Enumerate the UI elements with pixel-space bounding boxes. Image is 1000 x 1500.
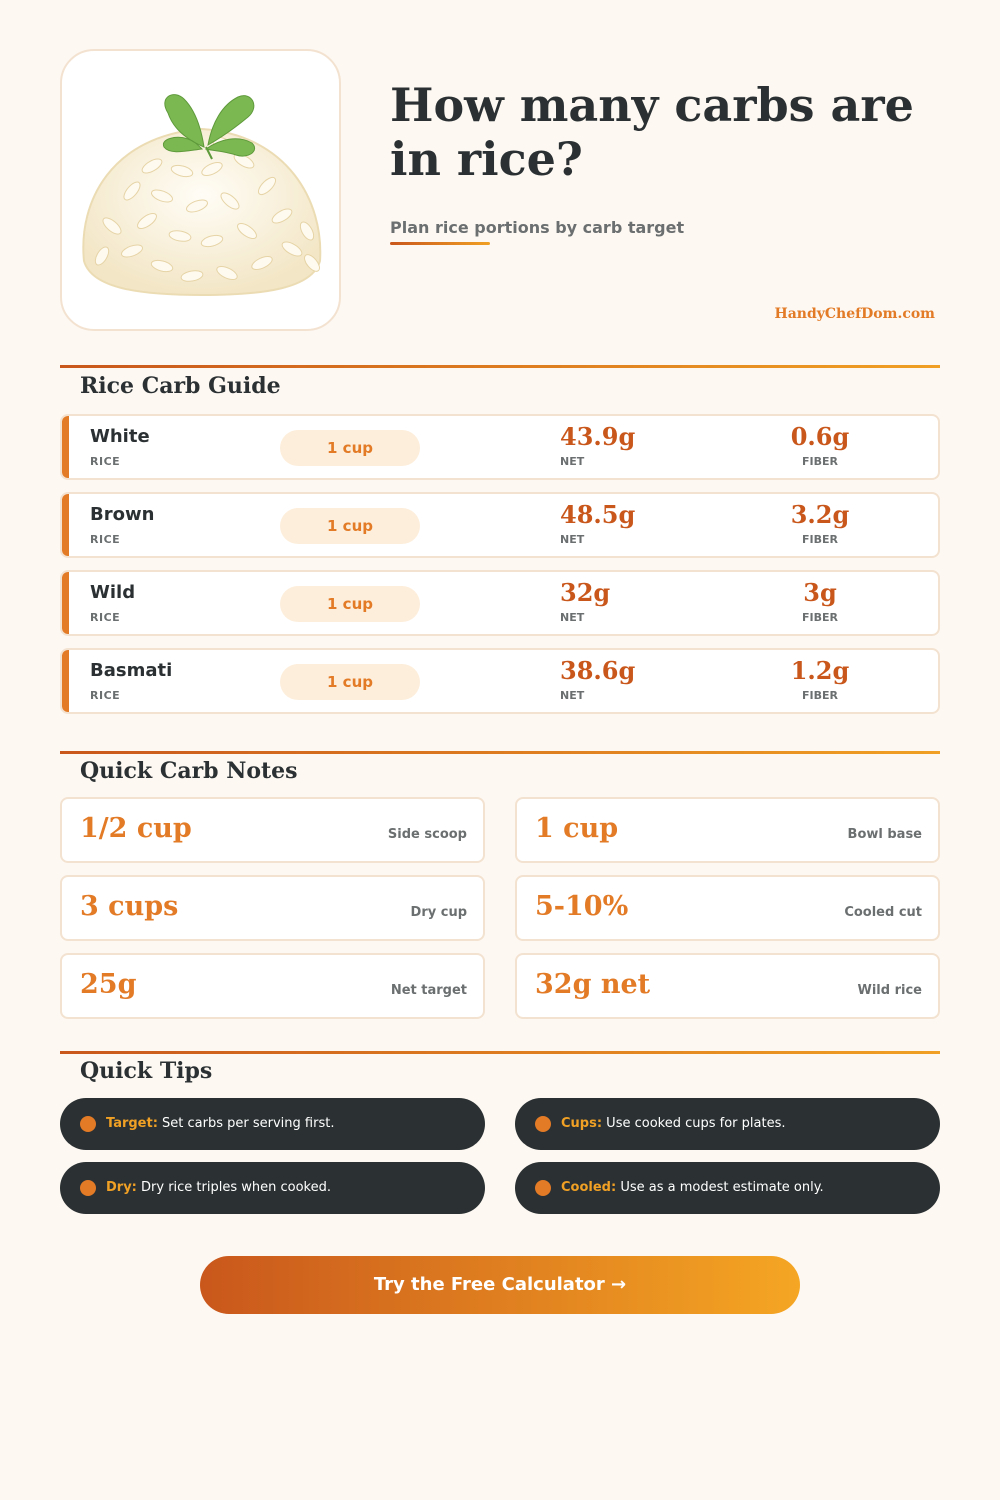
tip-pill bbox=[60, 1098, 485, 1150]
subtitle-underline bbox=[390, 242, 490, 245]
serving-badge: 1 cup bbox=[280, 430, 420, 466]
note-value: 25g bbox=[80, 969, 137, 1000]
tip-text bbox=[561, 1180, 824, 1196]
bullet-dot-icon bbox=[80, 1116, 96, 1132]
fiber-label: FIBER bbox=[802, 611, 838, 624]
tip-text bbox=[561, 1116, 785, 1132]
tip-key: Dry: bbox=[106, 1180, 137, 1195]
row-accent bbox=[62, 494, 69, 556]
rice-sub-label: RICE bbox=[90, 455, 121, 468]
net-label: NET bbox=[560, 455, 585, 468]
note-card bbox=[515, 953, 940, 1019]
section-heading-guide: Rice Carb Guide bbox=[80, 373, 281, 399]
note-card bbox=[60, 953, 485, 1019]
rice-sub-label: RICE bbox=[90, 611, 121, 624]
bullet-dot-icon bbox=[535, 1116, 551, 1132]
note-card bbox=[515, 797, 940, 863]
note-value: 32g net bbox=[535, 969, 651, 1000]
note-label: Side scoop bbox=[387, 827, 467, 842]
rice-name: Brown bbox=[90, 504, 155, 525]
section-divider bbox=[60, 1051, 940, 1054]
tip-text bbox=[106, 1180, 331, 1196]
rice-illustration bbox=[60, 49, 341, 331]
note-value: 5-10% bbox=[535, 891, 629, 922]
tip-body: Set carbs per serving first. bbox=[157, 1116, 335, 1131]
tip-key: Cooled: bbox=[561, 1180, 617, 1195]
net-carbs-value: 43.9g bbox=[560, 422, 636, 451]
bullet-dot-icon bbox=[80, 1180, 96, 1196]
rice-name: Basmati bbox=[90, 660, 173, 681]
fiber-value: 3.2g bbox=[790, 500, 850, 529]
rice-sub-label: RICE bbox=[90, 689, 121, 702]
note-card bbox=[515, 875, 940, 941]
section-heading-notes: Quick Carb Notes bbox=[80, 758, 298, 784]
tip-pill bbox=[515, 1162, 940, 1214]
rice-sub-label: RICE bbox=[90, 533, 121, 546]
tip-body: Use as a modest estimate only. bbox=[616, 1180, 824, 1195]
rice-name: White bbox=[90, 426, 150, 447]
fiber-label: FIBER bbox=[802, 533, 838, 546]
rice-row-white bbox=[60, 414, 940, 480]
note-label: Wild rice bbox=[857, 983, 922, 998]
net-label: NET bbox=[560, 689, 585, 702]
tip-text bbox=[106, 1116, 334, 1132]
brand-link[interactable]: HandyChefDom.com bbox=[774, 306, 935, 322]
section-heading-tips: Quick Tips bbox=[80, 1058, 213, 1084]
note-card bbox=[60, 797, 485, 863]
parsley-leaves bbox=[163, 95, 254, 159]
page-subtitle: Plan rice portions by carb target bbox=[390, 218, 685, 237]
fiber-value: 1.2g bbox=[790, 656, 850, 685]
fiber-value: 3g bbox=[803, 578, 837, 607]
note-value: 1/2 cup bbox=[80, 813, 192, 844]
tip-pill bbox=[515, 1098, 940, 1150]
section-divider bbox=[60, 365, 940, 368]
rice-row-brown bbox=[60, 492, 940, 558]
rice-row-basmati bbox=[60, 648, 940, 714]
serving-badge: 1 cup bbox=[280, 664, 420, 700]
rice-mound-with-parsley-icon bbox=[62, 51, 343, 333]
serving-badge: 1 cup bbox=[280, 508, 420, 544]
tip-key: Cups: bbox=[561, 1116, 603, 1131]
net-carbs-value: 38.6g bbox=[560, 656, 636, 685]
note-card bbox=[60, 875, 485, 941]
note-label: Bowl base bbox=[847, 827, 922, 842]
net-label: NET bbox=[560, 533, 585, 546]
serving-badge: 1 cup bbox=[280, 586, 420, 622]
bullet-dot-icon bbox=[535, 1180, 551, 1196]
note-value: 1 cup bbox=[535, 813, 619, 844]
net-carbs-value: 48.5g bbox=[560, 500, 636, 529]
rice-row-wild bbox=[60, 570, 940, 636]
tip-key: Target: bbox=[106, 1116, 158, 1131]
row-accent bbox=[62, 416, 69, 478]
free-calculator-button[interactable]: Try the Free Calculator → bbox=[200, 1256, 800, 1314]
note-label: Net target bbox=[390, 983, 467, 998]
rice-name: Wild bbox=[90, 582, 136, 603]
net-label: NET bbox=[560, 611, 585, 624]
note-label: Dry cup bbox=[410, 905, 467, 920]
fiber-label: FIBER bbox=[802, 455, 838, 468]
fiber-label: FIBER bbox=[802, 689, 838, 702]
row-accent bbox=[62, 650, 69, 712]
section-divider bbox=[60, 751, 940, 754]
tip-body: Use cooked cups for plates. bbox=[602, 1116, 786, 1131]
tip-body: Dry rice triples when cooked. bbox=[136, 1180, 331, 1195]
tip-pill bbox=[60, 1162, 485, 1214]
page-title: How many carbs are in rice? bbox=[390, 78, 914, 186]
net-carbs-value: 32g bbox=[560, 578, 611, 607]
row-accent bbox=[62, 572, 69, 634]
note-value: 3 cups bbox=[80, 891, 179, 922]
fiber-value: 0.6g bbox=[790, 422, 850, 451]
note-label: Cooled cut bbox=[844, 905, 922, 920]
